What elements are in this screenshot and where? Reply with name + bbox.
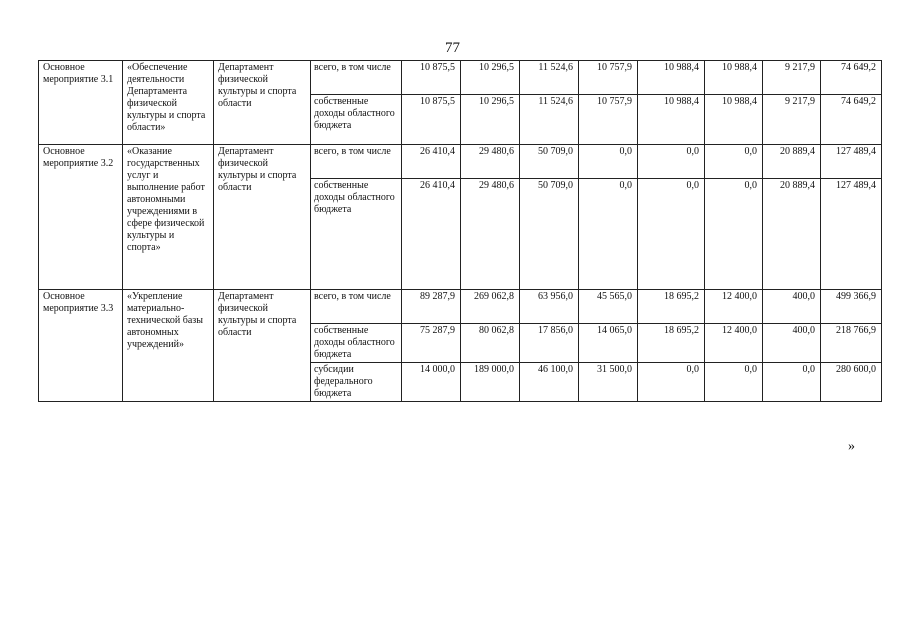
amount-cell: 218 766,9 <box>821 324 882 363</box>
funding-source-cell: собственные доходы областного бюджета <box>311 324 402 363</box>
amount-cell: 400,0 <box>763 290 821 324</box>
event-title-cell: «Укрепление материально-технической базы автономных учреждений» <box>123 290 214 402</box>
executor-cell: Департамент физической культуры и спорта области <box>214 290 311 402</box>
amount-cell: 63 956,0 <box>520 290 579 324</box>
funding-source-cell: собственные доходы областного бюджета <box>311 95 402 145</box>
amount-cell: 0,0 <box>705 363 763 402</box>
amount-cell: 74 649,2 <box>821 61 882 95</box>
amount-cell: 11 524,6 <box>520 61 579 95</box>
amount-cell: 10 875,5 <box>402 61 461 95</box>
amount-cell: 9 217,9 <box>763 61 821 95</box>
table-row <box>39 145 882 179</box>
amount-cell: 10 988,4 <box>638 95 705 145</box>
amount-cell: 9 217,9 <box>763 95 821 145</box>
table-body <box>39 61 882 402</box>
amount-cell: 127 489,4 <box>821 179 882 290</box>
amount-cell: 0,0 <box>638 363 705 402</box>
table-row <box>39 290 882 324</box>
amount-cell: 74 649,2 <box>821 95 882 145</box>
funding-source-cell: всего, в том числе <box>311 61 402 95</box>
amount-cell: 0,0 <box>763 363 821 402</box>
amount-cell: 10 988,4 <box>638 61 705 95</box>
amount-cell: 50 709,0 <box>520 179 579 290</box>
amount-cell: 46 100,0 <box>520 363 579 402</box>
amount-cell: 10 296,5 <box>461 61 520 95</box>
amount-cell: 10 875,5 <box>402 95 461 145</box>
amount-cell: 10 757,9 <box>579 61 638 95</box>
amount-cell: 26 410,4 <box>402 179 461 290</box>
amount-cell: 0,0 <box>579 145 638 179</box>
amount-cell: 14 065,0 <box>579 324 638 363</box>
closing-quote: » <box>848 439 855 454</box>
amount-cell: 50 709,0 <box>520 145 579 179</box>
event-title-cell: «Обеспечение деятельности Департамента физической культуры и спорта области» <box>123 61 214 145</box>
amount-cell: 20 889,4 <box>763 145 821 179</box>
amount-cell: 0,0 <box>638 145 705 179</box>
amount-cell: 10 757,9 <box>579 95 638 145</box>
amount-cell: 0,0 <box>705 179 763 290</box>
amount-cell: 10 988,4 <box>705 95 763 145</box>
amount-cell: 29 480,6 <box>461 179 520 290</box>
amount-cell: 12 400,0 <box>705 324 763 363</box>
amount-cell: 10 296,5 <box>461 95 520 145</box>
event-title-cell: «Оказание государственных услуг и выполнение работ автономными учреждениями в сфере физической культуры и спорта» <box>123 145 214 290</box>
amount-cell: 29 480,6 <box>461 145 520 179</box>
funding-source-cell: собственные доходы областного бюджета <box>311 179 402 290</box>
amount-cell: 400,0 <box>763 324 821 363</box>
amount-cell: 499 366,9 <box>821 290 882 324</box>
executor-cell: Департамент физической культуры и спорта области <box>214 61 311 145</box>
financing-table <box>38 60 882 402</box>
amount-cell: 127 489,4 <box>821 145 882 179</box>
amount-cell: 17 856,0 <box>520 324 579 363</box>
amount-cell: 10 988,4 <box>705 61 763 95</box>
amount-cell: 280 600,0 <box>821 363 882 402</box>
amount-cell: 18 695,2 <box>638 324 705 363</box>
amount-cell: 11 524,6 <box>520 95 579 145</box>
amount-cell: 18 695,2 <box>638 290 705 324</box>
event-cell: Основное мероприятие 3.2 <box>39 145 123 290</box>
amount-cell: 26 410,4 <box>402 145 461 179</box>
amount-cell: 0,0 <box>705 145 763 179</box>
event-cell: Основное мероприятие 3.3 <box>39 290 123 402</box>
amount-cell: 12 400,0 <box>705 290 763 324</box>
amount-cell: 14 000,0 <box>402 363 461 402</box>
amount-cell: 75 287,9 <box>402 324 461 363</box>
amount-cell: 45 565,0 <box>579 290 638 324</box>
funding-source-cell: всего, в том числе <box>311 290 402 324</box>
funding-source-cell: субсидии федерального бюджета <box>311 363 402 402</box>
amount-cell: 80 062,8 <box>461 324 520 363</box>
amount-cell: 269 062,8 <box>461 290 520 324</box>
table-row <box>39 61 882 95</box>
amount-cell: 0,0 <box>638 179 705 290</box>
page-number: 77 <box>445 40 460 56</box>
funding-source-cell: всего, в том числе <box>311 145 402 179</box>
amount-cell: 20 889,4 <box>763 179 821 290</box>
event-cell: Основное мероприятие 3.1 <box>39 61 123 145</box>
amount-cell: 31 500,0 <box>579 363 638 402</box>
amount-cell: 189 000,0 <box>461 363 520 402</box>
amount-cell: 89 287,9 <box>402 290 461 324</box>
executor-cell: Департамент физической культуры и спорта области <box>214 145 311 290</box>
amount-cell: 0,0 <box>579 179 638 290</box>
